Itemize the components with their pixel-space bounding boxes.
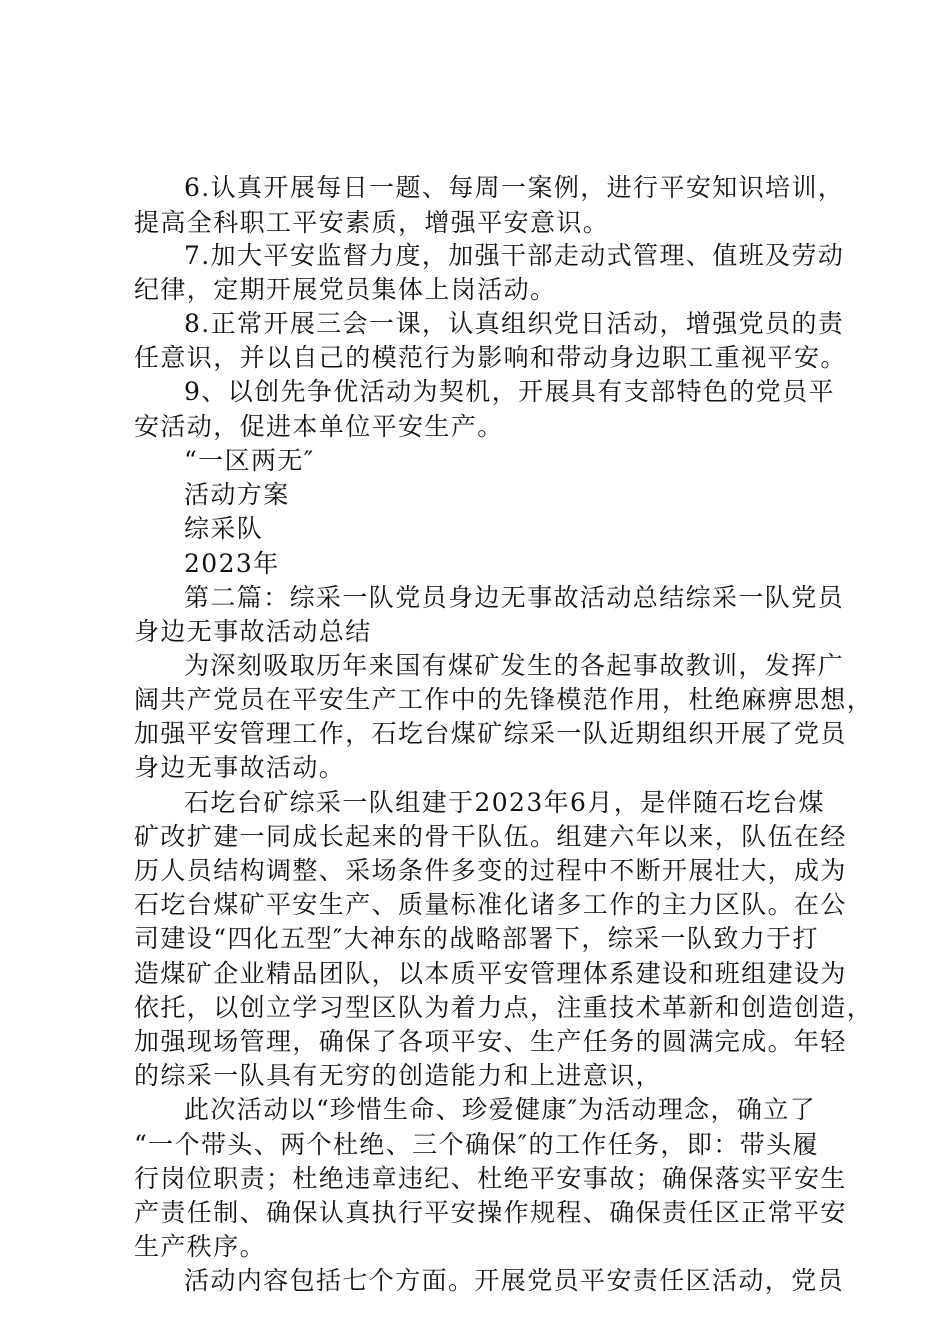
title-line: 活动方案 [184, 480, 290, 509]
section-heading: 第二篇：综采一队党员身边无事故活动总结综采一队党员 [184, 583, 845, 612]
paragraph-line: 行岗位职责；杜绝违章违纪、杜绝平安事故；确保落实平安生 [134, 1164, 847, 1193]
paragraph-line: 8.正常开展三会一课，认真组织党日活动，增强党员的责 [184, 309, 845, 338]
paragraph-line: 石圪台矿综采一队组建于2023年6月，是伴随石圪台煤 [184, 788, 825, 817]
paragraph-line: 提高全科职工平安素质，增强平安意识。 [134, 208, 610, 237]
paragraph-line: 的综采一队具有无穷的创造能力和上进意识， [134, 1061, 663, 1090]
team-line: 综采队 [184, 514, 264, 543]
paragraph-line: 为深刻吸取历年来国有煤矿发生的各起事故教训，发挥广 [184, 651, 845, 680]
paragraph-line: “一个带头、两个杜绝、三个确保″的工作任务，即：带头履 [134, 1130, 819, 1159]
paragraph-line: 矿改扩建一同成长起来的骨干队伍。组建六年以来，队伍在经 [134, 822, 847, 851]
section-heading: 身边无事故活动总结 [134, 617, 372, 646]
paragraph-line: 安活动，促进本单位平安生产。 [134, 412, 504, 441]
paragraph-line: 纪律，定期开展党员集体上岗活动。 [134, 275, 557, 304]
year-line: 2023年 [184, 549, 280, 578]
paragraph-line: 6.认真开展每日一题、每周一案例，进行平安知识培训， [184, 173, 845, 202]
paragraph-line: 活动内容包括七个方面。开展党员平安责任区活动，党员 [184, 1266, 845, 1295]
paragraph-line: 9、以创先争优活动为契机，开展具有支部特色的党员平 [184, 377, 835, 406]
paragraph-line: 此次活动以“珍惜生命、珍爱健康″为活动理念，确立了 [184, 1095, 817, 1124]
paragraph-line: 7.加大平安监督力度，加强干部走动式管理、值班及劳动 [184, 241, 845, 270]
paragraph-line: 依托，以创立学习型区队为着力点，注重技术革新和创造创造， [134, 993, 874, 1022]
paragraph-line: 生产秩序。 [134, 1232, 267, 1261]
paragraph-line: 阔共产党员在平安生产工作中的先锋模范作用，杜绝麻痹思想， [134, 685, 874, 714]
paragraph-line: 司建设“四化五型″大神东的战略部署下，综采一队致力于打 [134, 924, 819, 953]
paragraph-line: 造煤矿企业精品团队，以本质平安管理体系建设和班组建设为 [134, 959, 847, 988]
paragraph-line: 加强现场管理，确保了各项平安、生产任务的圆满完成。年轻 [134, 1027, 847, 1056]
title-line: “一区两无″ [184, 446, 315, 475]
paragraph-line: 任意识，并以自己的模范行为影响和带动身边职工重视平安。 [134, 343, 847, 372]
paragraph-line: 石圪台煤矿平安生产、质量标准化诸多工作的主力区队。在公 [134, 890, 847, 919]
paragraph-line: 历人员结构调整、采场条件多变的过程中不断开展壮大，成为 [134, 856, 847, 885]
paragraph-line: 加强平安管理工作，石圪台煤矿综采一队近期组织开展了党员 [134, 719, 847, 748]
paragraph-line: 产责任制、确保认真执行平安操作规程、确保责任区正常平安 [134, 1198, 847, 1227]
paragraph-line: 身边无事故活动。 [134, 753, 346, 782]
